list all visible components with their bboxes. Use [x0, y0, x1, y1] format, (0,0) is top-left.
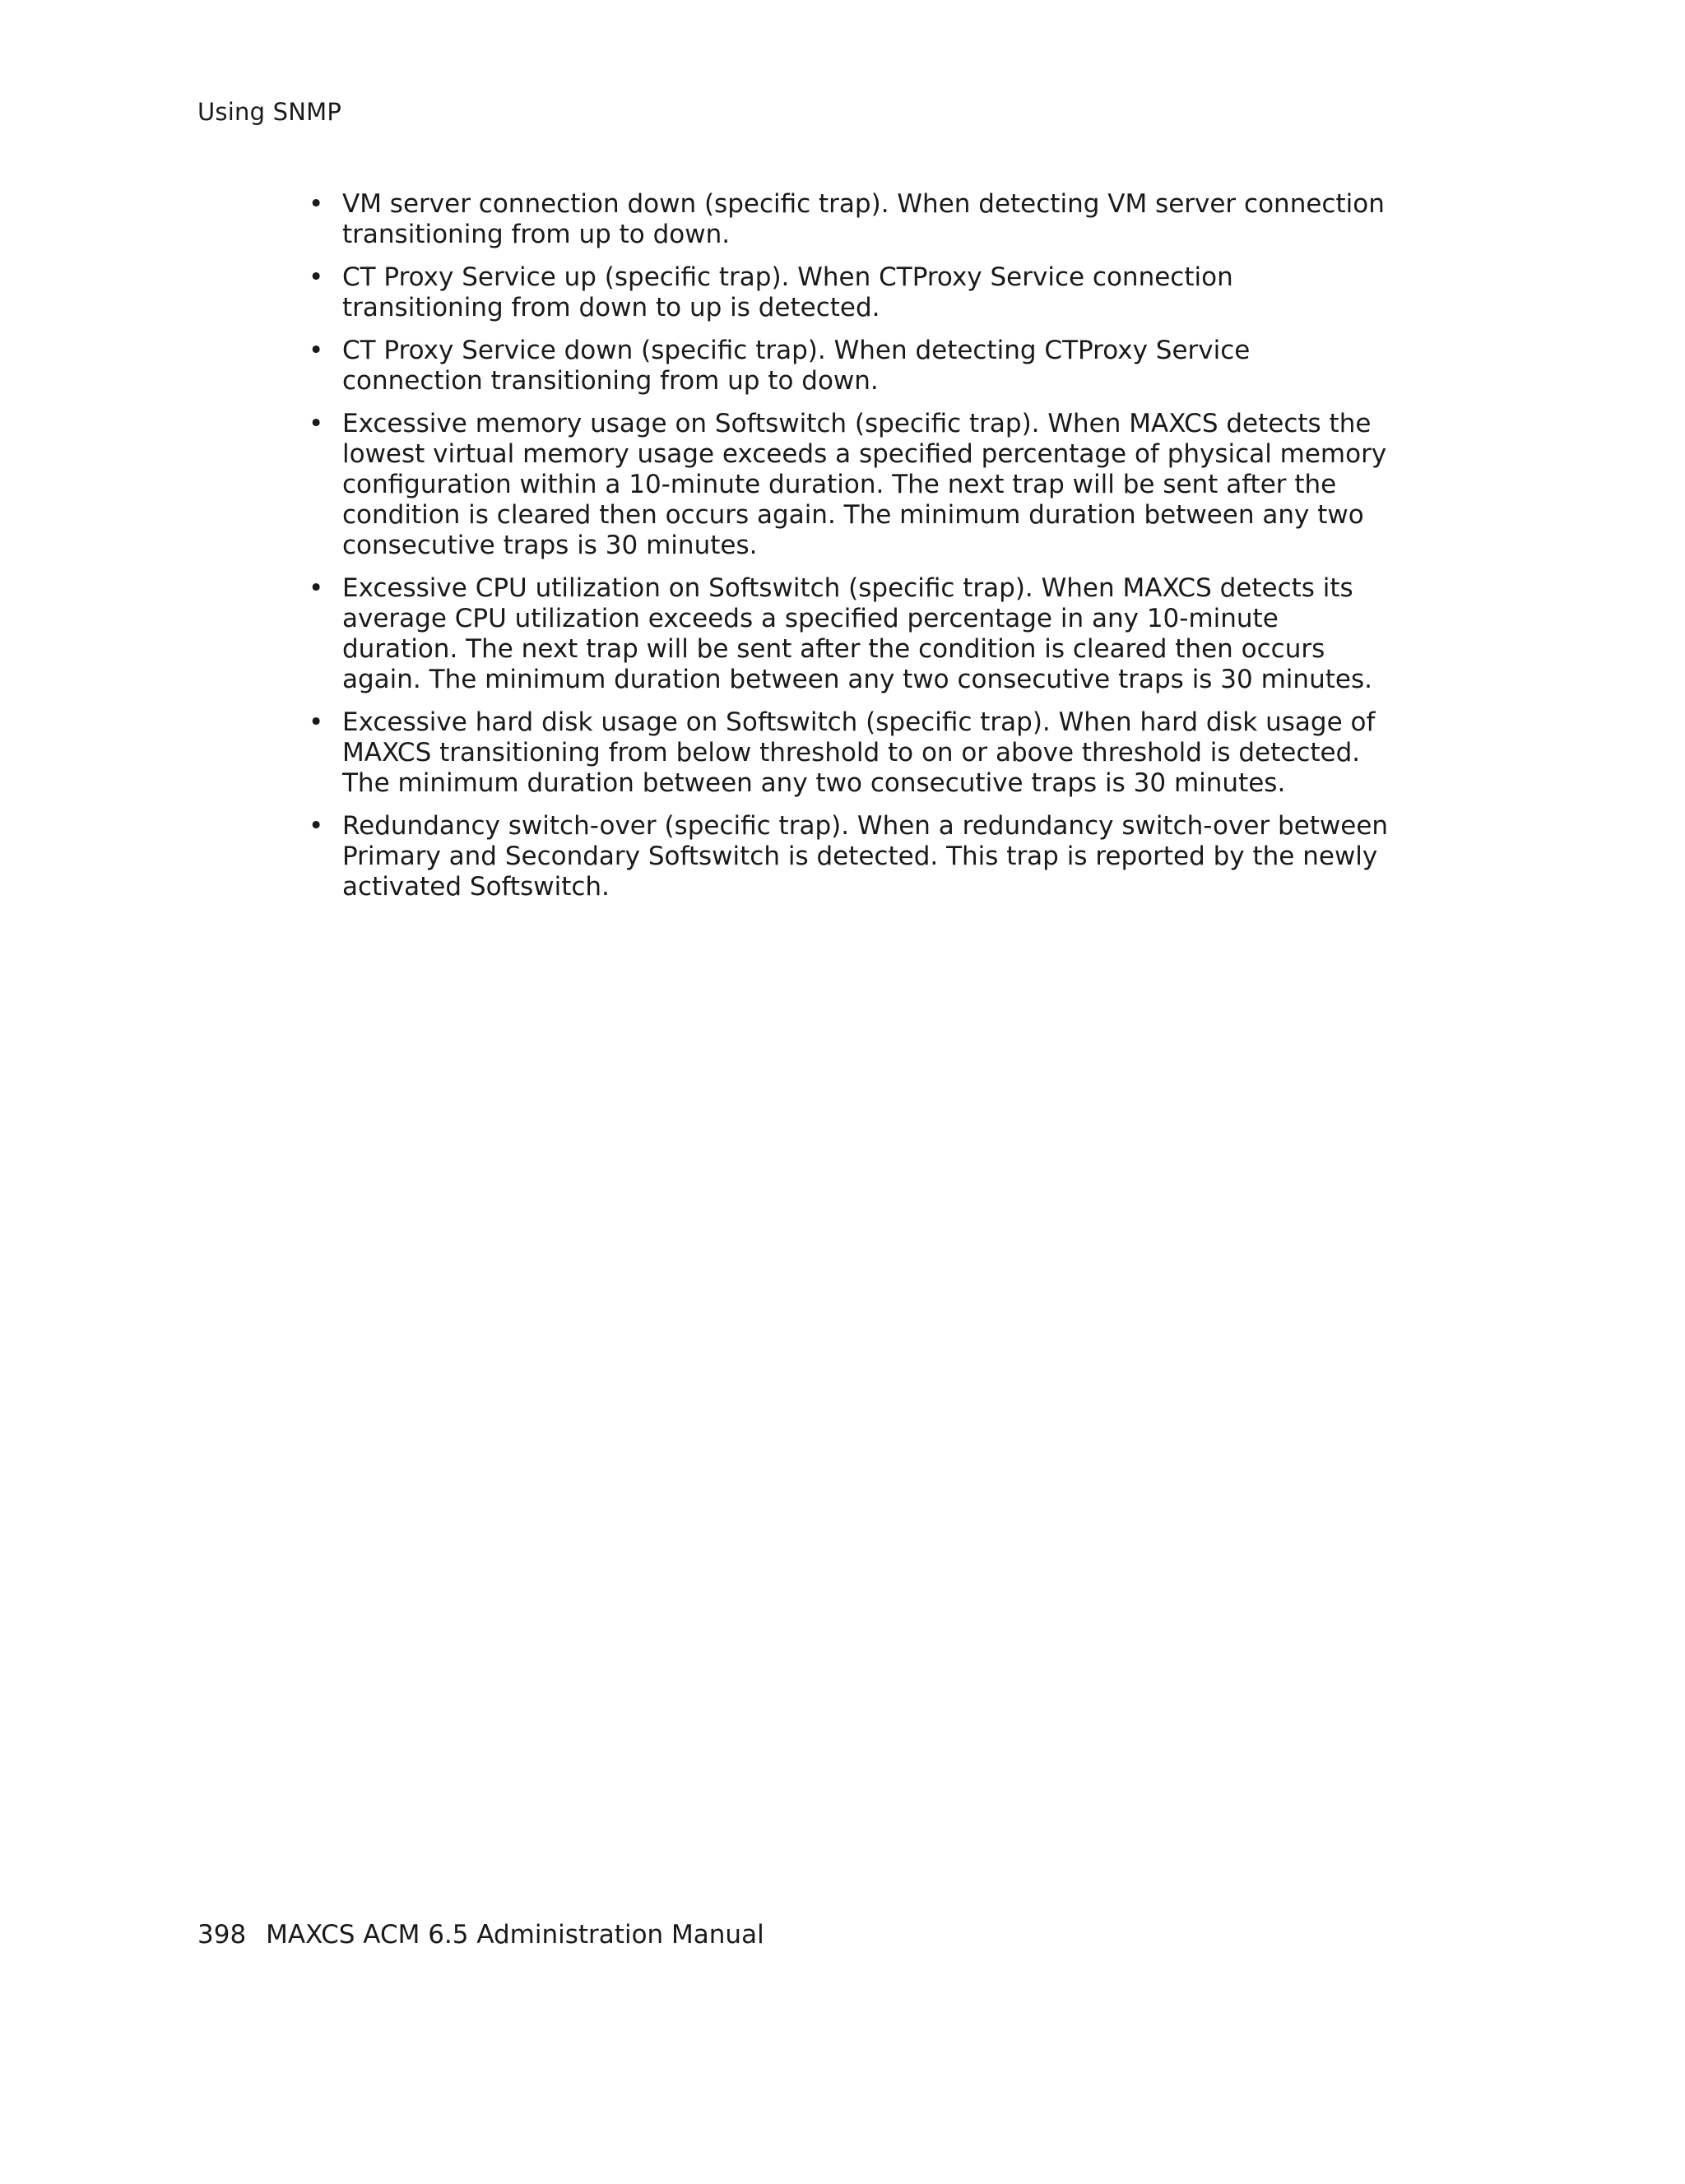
list-item-text: Excessive CPU utilization on Softswitch (specific trap). When MAXCS detects its average CPU utilization exceeds a specified percentage in any 10-minute duration. The next trap will be sent after the condition is cleared then occurs again. The minimum duration between any two consecutive traps is 30 minutes.: [342, 573, 1372, 694]
bullet-icon: •: [309, 262, 324, 292]
list-item-text: Excessive hard disk usage on Softswitch (specific trap). When hard disk usage of MAXCS transitioning from below threshold to on or above threshold is detected. The minimum duration between any two consecutive traps is 30 minutes.: [342, 707, 1376, 798]
bullet-icon: •: [309, 409, 324, 438]
list-item: [309, 262, 1395, 323]
page-footer: [197, 1919, 764, 1950]
list-item: [309, 409, 1395, 561]
bullet-icon: •: [309, 189, 324, 219]
page-number: 398: [197, 1920, 247, 1950]
bullet-icon: •: [309, 707, 324, 737]
list-item-text: Redundancy switch-over (specific trap). When a redundancy switch-over between Primary and Secondary Softswitch is detected. This trap is reported by the newly activated Softswitch.: [342, 811, 1389, 902]
manual-title: MAXCS ACM 6.5 Administration Manual: [266, 1920, 764, 1950]
list-item-text: VM server connection down (specific trap). When detecting VM server connection transitioning from up to down.: [342, 189, 1385, 249]
trap-bullet-list: [309, 189, 1395, 915]
list-item: [309, 811, 1395, 902]
bullet-icon: •: [309, 573, 324, 603]
list-item: [309, 189, 1395, 250]
list-item: [309, 707, 1395, 799]
list-item-text: CT Proxy Service down (specific trap). When detecting CTProxy Service connection transitioning from up to down.: [342, 336, 1251, 396]
bullet-icon: •: [309, 336, 324, 365]
list-item-text: Excessive memory usage on Softswitch (specific trap). When MAXCS detects the lowest virtual memory usage exceeds a specified percentage of physical memory configuration within a 10-minute duration. The next trap will be sent after the condition is cleared then occurs again. The minimum duration between any two consecutive traps is 30 minutes.: [342, 409, 1387, 560]
list-item: [309, 336, 1395, 396]
bullet-icon: •: [309, 811, 324, 841]
list-item: [309, 573, 1395, 695]
list-item-text: CT Proxy Service up (specific trap). When CTProxy Service connection transitioning from down to up is detected.: [342, 262, 1233, 322]
running-header: Using SNMP: [197, 98, 342, 126]
